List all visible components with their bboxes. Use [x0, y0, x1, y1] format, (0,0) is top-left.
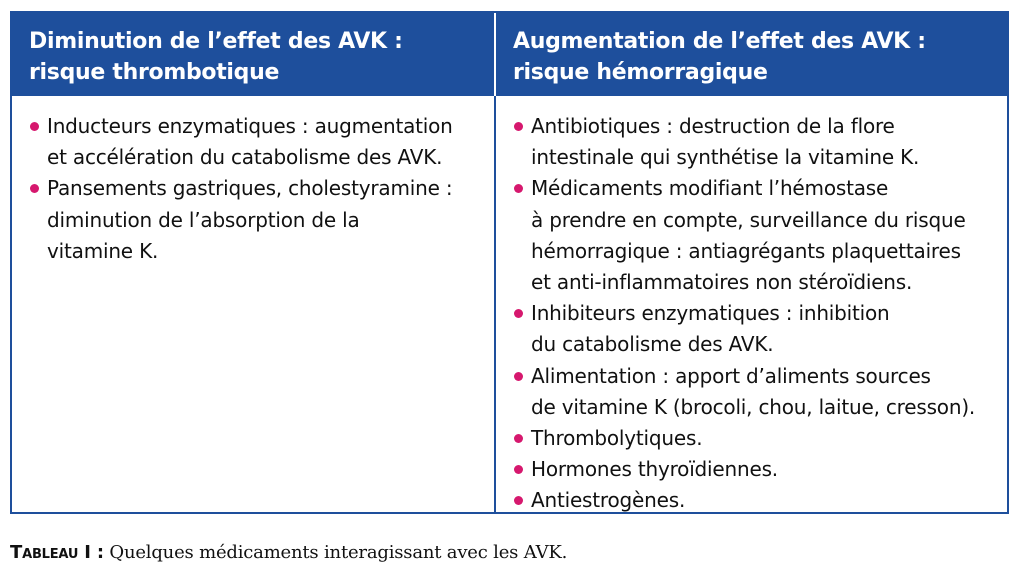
list-item: [513, 361, 1005, 423]
header-line: risque thrombotique: [29, 60, 280, 85]
bullet-dot-icon: [30, 122, 39, 131]
header-cell-hemorrhagic: [496, 13, 1007, 96]
list-item: [29, 173, 491, 267]
item-line: du catabolisme des AVK.: [531, 332, 774, 357]
item-line: et accélération du catabolisme des AVK.: [47, 145, 443, 170]
item-line: Inducteurs enzymatiques : augmentation: [47, 114, 453, 138]
item-line: Antibiotiques : destruction de la flore: [531, 114, 895, 138]
caption-label: Tableau I :: [10, 542, 104, 563]
bullet-dot-icon: [514, 434, 523, 443]
bullet-dot-icon: [514, 309, 523, 318]
item-line: Antiestrogènes.: [531, 488, 686, 513]
list-item: [513, 111, 1005, 173]
bullet-dot-icon: [514, 465, 523, 474]
item-line: hémorragique : antiagrégants plaquettaires: [531, 238, 961, 263]
column-separator: [494, 96, 496, 512]
bullet-dot-icon: [30, 184, 39, 193]
item-line: de vitamine K (brocoli, chou, laitue, cresson).: [531, 394, 976, 419]
item-line: Hormones thyroïdiennes.: [531, 457, 778, 482]
bullet-dot-icon: [514, 496, 523, 505]
right-column-list: [513, 111, 1005, 517]
bullet-dot-icon: [514, 184, 523, 193]
item-line: Médicaments modifiant l’hémostase: [531, 176, 889, 201]
table-header-row: [12, 13, 1007, 96]
item-line: diminution de l’absorption de la: [47, 207, 360, 232]
bullet-dot-icon: [514, 122, 523, 131]
left-column-list: [29, 111, 491, 267]
header-cell-thrombotic: [12, 13, 494, 96]
list-item: [513, 173, 1005, 298]
caption-text: Quelques médicaments interagissant avec les AVK.: [109, 542, 568, 563]
drug-interaction-table: [10, 11, 1009, 514]
bullet-dot-icon: [514, 372, 523, 381]
list-item: [29, 111, 491, 173]
header-line: Augmentation de l’effet des AVK :: [513, 29, 926, 54]
item-line: vitamine K.: [47, 238, 159, 263]
item-line: intestinale qui synthétise la vitamine K.: [531, 145, 920, 170]
item-line: et anti-inflammatoires non stéroïdiens.: [531, 270, 913, 295]
header-line: risque hémorragique: [513, 60, 768, 85]
list-item: [513, 298, 1005, 360]
item-line: Pansements gastriques, cholestyramine :: [47, 176, 453, 201]
item-line: Thrombolytiques.: [531, 426, 703, 451]
item-line: Alimentation : apport d’aliments sources: [531, 363, 931, 388]
list-item: [513, 454, 1005, 485]
table-caption: [10, 540, 567, 566]
header-line: Diminution de l’effet des AVK :: [29, 29, 403, 54]
list-item: [513, 485, 1005, 516]
item-line: à prendre en compte, surveillance du risque: [531, 207, 966, 232]
item-line: Inhibiteurs enzymatiques : inhibition: [531, 301, 890, 326]
list-item: [513, 423, 1005, 454]
